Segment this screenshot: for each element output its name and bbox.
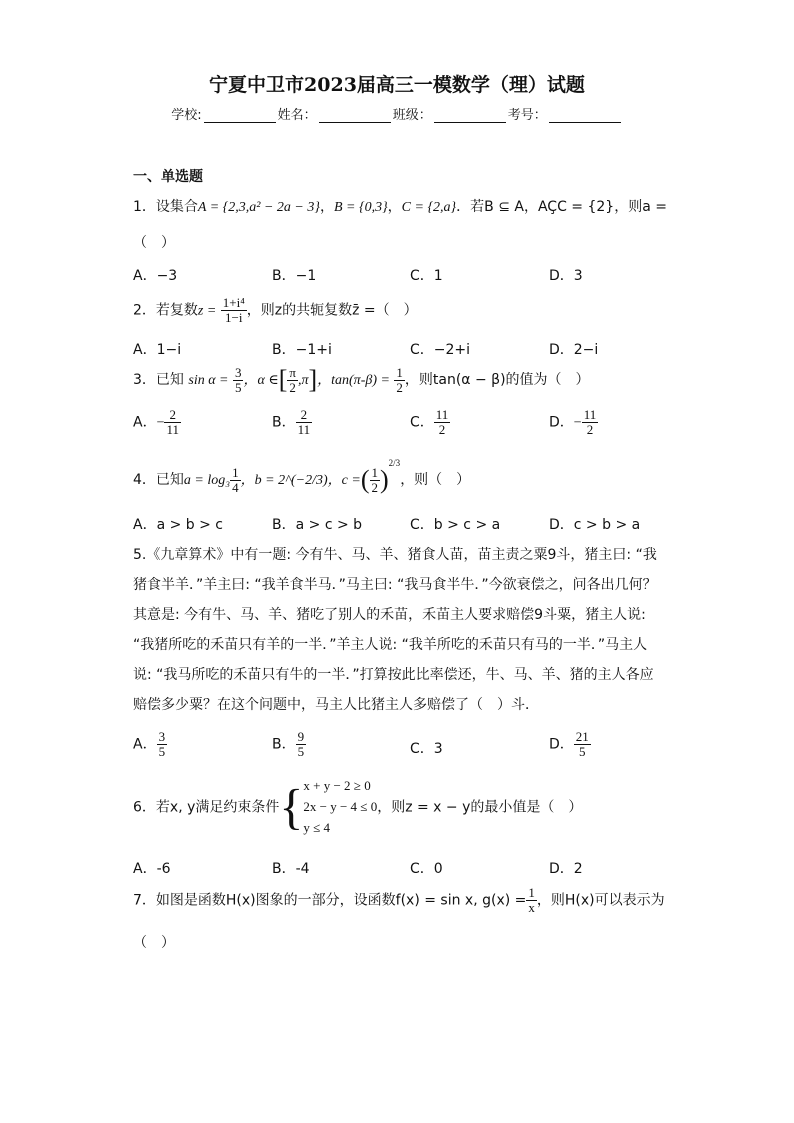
q5-option-d: D． $\frac{21}{5}$: [549, 729, 589, 759]
exam-no-blank[interactable]: [549, 108, 621, 123]
q6-tail: ，则z = x − y的最小值是（ ）: [377, 799, 583, 816]
q1-option-c: C．1: [410, 268, 443, 284]
q2-option-a: A．1−i: [133, 342, 182, 358]
q4-c: ，c =: [327, 473, 361, 488]
q4-option-b: B．a > c > b: [272, 517, 363, 533]
q2-z: z =: [197, 303, 217, 319]
q5-option-a: A． $\frac{3}{5}$: [133, 729, 166, 759]
q3-tan-num: 1: [396, 364, 403, 380]
q5-option-c: C．3: [410, 741, 443, 757]
q3-sin-fraction: [233, 366, 244, 395]
q2-tail: ，则z的共轭复数z̄ =（ ）: [246, 302, 418, 319]
school-blank[interactable]: [204, 108, 276, 123]
q1-set-b: B = {0,3}: [333, 200, 388, 215]
q2-denominator: 1−i: [225, 310, 243, 325]
q3-option-c: C． $\frac{11}{2}$: [410, 407, 449, 437]
q5-option-b: B． $\frac{9}{5}$: [272, 729, 305, 759]
q3-int-den: 2: [289, 379, 296, 395]
q3-option-a: A．− $\frac{2}{11}$: [133, 407, 180, 437]
q1-option-a: A．−3: [133, 268, 178, 284]
q2-prefix: 2．若复数: [133, 302, 198, 319]
page-title: 宁夏中卫市2023届高三一模数学（理）试题: [209, 74, 585, 96]
class-blank[interactable]: [434, 108, 506, 123]
q3-tan: ，tan(π-β) =: [317, 373, 390, 388]
q1-set-c: C = {2,a}: [401, 200, 457, 215]
q3-tan-den: 2: [396, 379, 403, 395]
q3-tail: ，则tan(α − β)的值为（ ）: [404, 372, 590, 388]
q1-paren: （ ）: [133, 235, 175, 251]
q2-numerator: 1+i⁴: [222, 295, 245, 310]
question-3: 3．已知 sin α = $\frac{3}{5}$ ，α ∈[ $\frac{\pi}{2}$ ,π]，tan(π-β) = $\frac{1}{2}$ ，则tan(α − β)的值为（ ）: [133, 364, 590, 395]
q2-option-c: C．−2+i: [410, 342, 471, 358]
q1-option-b: B．−1: [272, 268, 317, 284]
q4-tail: ，则（ ）: [400, 472, 471, 488]
q6-constraints: x + y − 2 ≥ 0 2x − y − 4 ≤ 0 y ≤ 4: [303, 778, 378, 835]
q3-tan-fraction: [394, 366, 405, 395]
q6-option-d: D．2: [549, 861, 583, 877]
q4-option-d: D．c > b > a: [549, 517, 641, 533]
name-label: 姓名：: [277, 108, 317, 123]
q4-c-fraction: $\frac{1}{2}$: [371, 464, 378, 495]
q4-option-c: C．b > c > a: [410, 517, 501, 533]
q4-a-fraction: $\frac{1}{4}$: [232, 464, 239, 495]
q4-b: ，b = 2^(−2/3): [240, 473, 328, 488]
class-label: 班级：: [392, 108, 432, 123]
q4-c-exponent: 2/3: [388, 458, 401, 468]
q2-option-b: B．−1+i: [272, 342, 332, 358]
q7-paren: （ ）: [133, 935, 175, 951]
school-label: 学校:: [171, 108, 202, 123]
q3-option-b: B． $\frac{2}{11}$: [272, 407, 311, 437]
q3-int-num: π: [289, 364, 296, 380]
q1-prefix: 1．设集合: [133, 199, 198, 215]
exam-no-label: 考号：: [507, 108, 547, 123]
question-2: [133, 296, 418, 325]
q1-option-d: D．3: [549, 268, 583, 284]
student-info-line: [0, 104, 794, 123]
question-1: 1．设集合A = {2,3,a² − 2a − 3}，B = {0,3}，C = {2,a}．若B ⊆ A，AÇC = {2}，则a =: [133, 199, 667, 215]
question-6: 6．若x, y满足约束条件{ x + y − 2 ≥ 0 2x − y − 4 ≤ 0 y ≤ 4 ，则z = x − y的最小值是（ ）: [133, 775, 582, 838]
q3-prefix: 3．已知: [133, 372, 184, 388]
q3-sin-den: 5: [234, 379, 242, 395]
q3-int-tail: ,π: [297, 373, 309, 388]
q1-condition: ．若B ⊆ A，AÇC = {2}，则a =: [456, 199, 667, 215]
q2-option-d: D．2−i: [549, 342, 599, 358]
name-blank[interactable]: [319, 108, 391, 123]
q3-alpha-in: ，α ∈: [243, 373, 279, 388]
q3-interval-fraction: [287, 366, 298, 395]
q3-sin: sin α =: [188, 373, 229, 388]
q7-fraction: $\frac{1}{x}$: [528, 885, 535, 915]
q6-option-a: A．-6: [133, 861, 171, 877]
q6-option-c: C．0: [410, 861, 443, 877]
question-7: [133, 886, 665, 915]
q4-prefix: 4．已知: [133, 472, 184, 488]
question-5: 5.《九章算术》中有一题: 今有牛、马、羊、猪食人苗，苗主责之粟9斗，猪主曰: “我猪食半羊．”羊主曰: “我羊食半马．”马主曰: “我马食半牛．”今欲衰偿之，问各出几何？其意是: 今有牛、马、羊、猪吃了别人的禾苗，禾苗主人要求赔偿9斗粟，猪主人说: “我猪所吃的禾苗只有羊的一半．”羊主人说: “我羊所吃的禾苗只有马的一半．”马主人说: “我马所吃的禾苗只有牛的一半．”打算按此比率偿还，牛、马、羊、猪的主人各应赔偿多少粟？在这个问题中，马主人比猪主人多赔偿了（ ）斗．: [133, 547, 657, 713]
q7-prefix: 7．如图是函数H(x)图象的一部分，设函数f(x) = sin x, g(x) =: [133, 892, 527, 909]
q4-a: a = log₃: [183, 473, 231, 488]
q1-set-a: A = {2,3,a² − 2a − 3}: [197, 200, 320, 215]
q3-sin-num: 3: [234, 364, 242, 380]
q6-option-b: B．-4: [272, 861, 310, 877]
question-4: 4．已知a = log₃ $\frac{1}{4}$ ，b = 2^(−2/3)，c =( $\frac{1}{2}$ )$^{2/3}$，则（ ）: [133, 458, 471, 495]
q6-prefix: 6．若x, y满足约束条件: [133, 799, 280, 816]
q3-option-d: D．− $\frac{11}{2}$: [549, 407, 597, 437]
q4-option-a: A．a > b > c: [133, 517, 224, 533]
q7-tail: ，则H(x)可以表示为: [536, 892, 665, 909]
section-title: 一、单选题: [133, 169, 203, 185]
q2-fraction: [221, 296, 247, 325]
